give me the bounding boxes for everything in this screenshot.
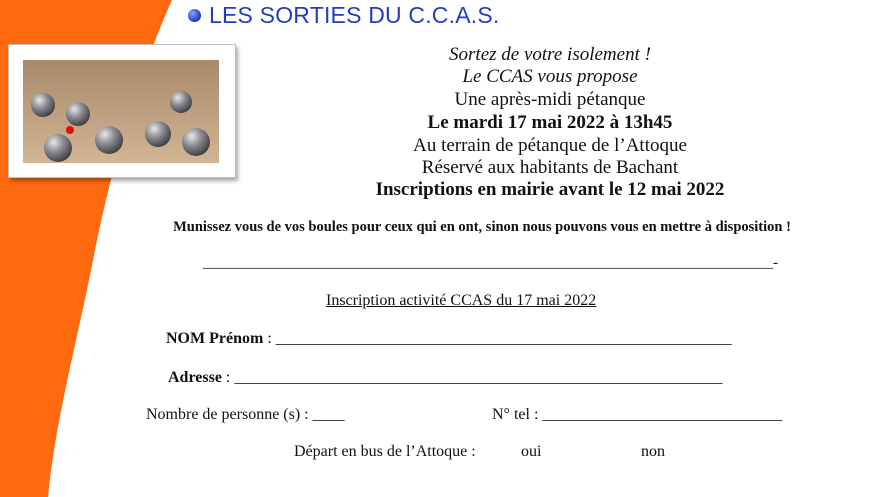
announcement-line-2: Le CCAS vous propose bbox=[462, 66, 638, 87]
address-blank[interactable]: : _____________________________________________________________ bbox=[221, 369, 723, 386]
page-header bbox=[188, 2, 499, 29]
announcement-line-3: Une après-midi pétanque bbox=[454, 89, 646, 110]
announcement-date: Le mardi 17 mai 2022 à 13h45 bbox=[427, 112, 673, 133]
blue-sphere-bullet-icon bbox=[188, 9, 201, 22]
header-title: LES SORTIES DU C.C.A.S. bbox=[209, 2, 500, 28]
separator-line: ____________________________________________________________________________- bbox=[203, 255, 778, 271]
name-blank[interactable]: : _________________________________________________________ bbox=[263, 330, 732, 347]
bus-option-no[interactable]: non bbox=[641, 443, 665, 460]
announcement-location: Au terrain de pétanque de l’Attoque bbox=[413, 135, 687, 156]
notice-text: Munissez vous de vos boules pour ceux qui en ont, sinon nous pouvons vous en mettre à disposition ! bbox=[173, 219, 791, 235]
name-field[interactable] bbox=[166, 330, 732, 348]
form-title: Inscription activité CCAS du 17 mai 2022 bbox=[326, 292, 597, 309]
bus-label: Départ en bus de l’Attoque : bbox=[294, 443, 476, 460]
petanque-photo-frame bbox=[8, 44, 236, 178]
address-field[interactable] bbox=[168, 369, 722, 387]
address-label: Adresse bbox=[168, 369, 222, 386]
announcement-line-1: Sortez de votre isolement ! bbox=[449, 44, 651, 65]
bus-option-yes[interactable]: oui bbox=[521, 443, 542, 460]
persons-field[interactable]: Nombre de personne (s) : ____ bbox=[146, 406, 345, 423]
announcement-audience: Réservé aux habitants de Bachant bbox=[421, 157, 679, 178]
petanque-balls-photo bbox=[23, 60, 219, 163]
phone-field[interactable]: N° tel : ______________________________ bbox=[492, 406, 783, 423]
announcement-deadline: Inscriptions en mairie avant le 12 mai 2022 bbox=[375, 179, 725, 200]
name-label: NOM Prénom bbox=[166, 330, 264, 347]
